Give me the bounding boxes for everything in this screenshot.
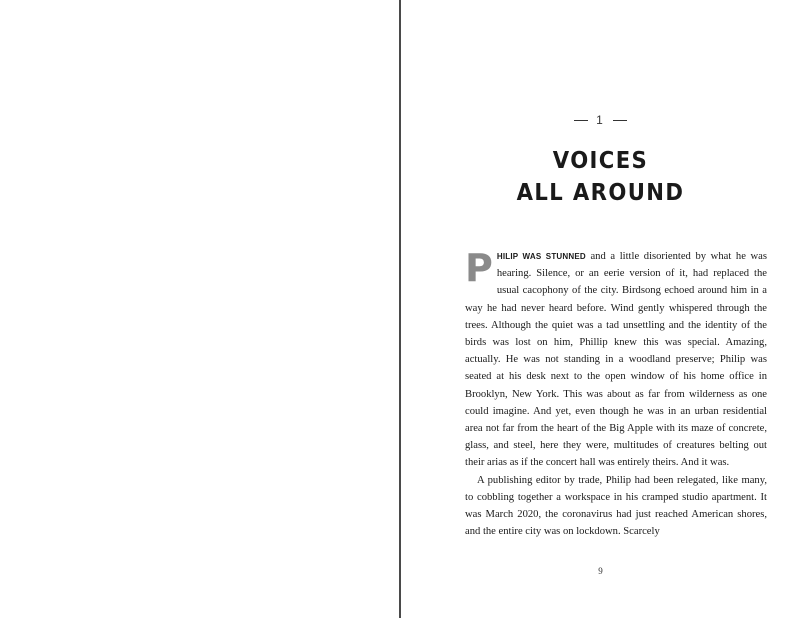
right-page — [401, 0, 800, 618]
dash-left — [574, 120, 588, 121]
dash-right — [613, 120, 627, 121]
paragraph-2: A publishing editor by trade, Philip had been relegated, like many, to cobbling together a workspace in his cramped studio apartment. It was March 2020, the coronavirus had just reached American shores, and the entire city was on lockdown. Scarcely — [465, 474, 767, 538]
left-page-blank — [0, 0, 399, 618]
chapter-title — [417, 145, 784, 209]
page-number: 9 — [598, 566, 603, 576]
chapter-title-line-2: ALL AROUND — [516, 180, 685, 206]
paragraph-1 — [465, 248, 767, 472]
paragraph-1-text: and a little disoriented by what he was hearing. Silence, or an eerie version of it, had replaced the usual cacophony of the city. Birdsong echoed around him in a way he had never heard before. Wind gently whispered through the trees. Although the quiet was a tad unsettling and the identity of the birds was lost on him, Phillip knew this was special. Amazing, actually. He was not standing in a woodland preserve; Philip was seated at his desk next to the open window of his home office in Brooklyn, New York. This was about as far from wilderness as one could imagine. And yet, even though he was in an urban residential area not far from the heart of the Big Apple with its maze of concrete, glass, and steel, here they were, multitudes of creatures belting out their arias as if the concert hall was entirely theirs. And it was. — [465, 251, 767, 469]
chapter-title-line-1: VOICES — [552, 148, 649, 174]
chapter-number-value: 1 — [596, 113, 605, 127]
chapter-body — [465, 248, 767, 540]
drop-cap: P — [465, 246, 493, 290]
lead-in-smallcaps: HILIP WAS STUNNED — [496, 252, 586, 261]
chapter-number — [401, 113, 800, 127]
